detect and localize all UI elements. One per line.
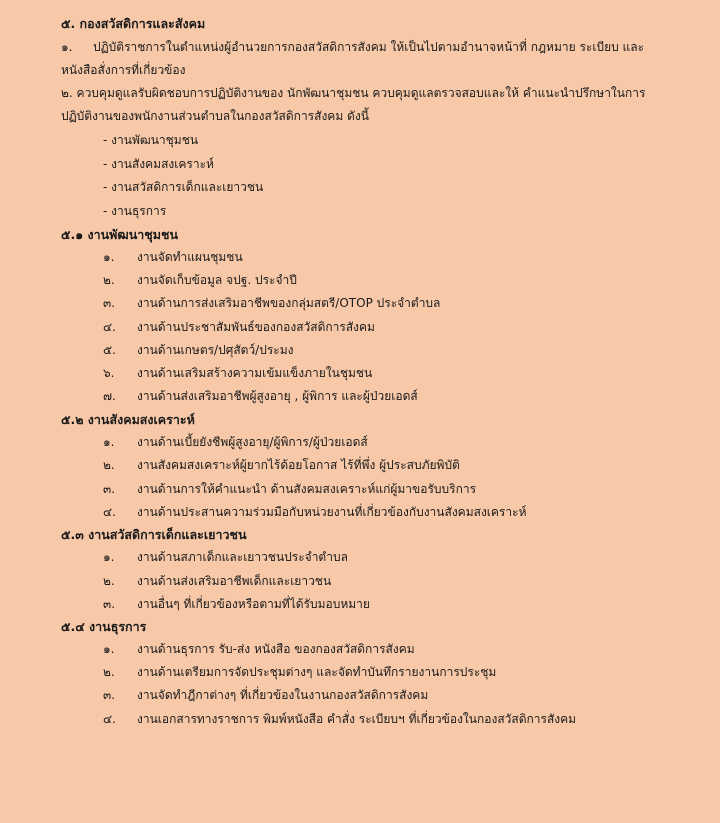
subsection-title-1: ๕.๑ งานพัฒนาชุมชน [61,227,179,242]
list-item [103,387,418,406]
item-text: งานอื่นๆ ที่เกี่ยวข้องหรือตามที่ได้รับมอบหมาย [137,597,370,611]
item-text: งานจัดเก็บข้อมูล จปฐ. ประจำปี [137,273,297,287]
item-text: งานด้านการส่งเสริมอาชีพของกลุ่มสตรี/OTOP ประจำตำบล [137,296,441,310]
item-number: ๓. [103,296,116,310]
item-number: ๔. [103,505,116,519]
item-number: ๑. [103,642,115,656]
list-item [103,318,375,337]
paragraph-1-number: ๑. [61,40,73,54]
item-text: งานด้านเสริมสร้างความเข้มแข็งภายในชุมชน [137,366,373,380]
item-number: ๓. [103,688,116,702]
item-number: ๒. [103,574,115,588]
unit-item: - งานธุรการ [103,204,167,218]
list-item [103,271,297,290]
item-text: งานจัดทำฎีกาต่างๆ ที่เกี่ยวข้องในงานกองสวัสดิการสังคม [137,688,429,702]
list-item [103,503,526,522]
subsection-title-2: ๕.๒ งานสังคมสงเคราะห์ [61,412,195,427]
item-text: งานด้านเตรียมการจัดประชุมต่างๆ และจัดทำบันทึกรายงานการประชุม [137,665,497,679]
list-item [103,364,372,383]
item-text: งานด้านสภาเด็กและเยาวชนประจำตำบล [137,550,348,564]
item-text: งานด้านประชาสัมพันธ์ของกองสวัสดิการสังคม [137,320,375,334]
item-text: งานด้านเบี้ยยังชีพผู้สูงอายุ/ผู้พิการ/ผู้ป่วยเอดส์ [137,435,368,449]
item-number: ๕. [103,343,116,357]
item-text: งานเอกสารทางราชการ พิมพ์หนังสือ คำสั่ง ระเบียบฯ ที่เกี่ยวข้องในกองสวัสดิการสังคม [137,712,577,726]
item-number: ๑. [103,550,115,564]
item-text: งานจัดทำแผนชุมชน [137,250,243,264]
item-number: ๒. [103,273,115,287]
item-text: งานด้านเกษตร/ปศุสัตว์/ประมง [137,343,294,357]
item-text: งานด้านส่งเสริมอาชีพเด็กและเยาวชน [137,574,332,588]
list-item [103,248,243,267]
paragraph-1 [61,36,661,82]
unit-item: - งานสังคมสงเคราะห์ [103,157,214,171]
item-text: งานด้านส่งเสริมอาชีพผู้สูงอายุ , ผู้พิการ และผู้ป่วยเอดส์ [137,389,418,403]
item-number: ๓. [103,597,116,611]
list-item [103,548,348,567]
section-title: ๕. กองสวัสดิการและสังคม [61,16,206,31]
item-text: งานด้านการให้คำแนะนำ ด้านสังคมสงเคราะห์แก่ผู้มาขอรับบริการ [137,482,477,496]
list-item [103,640,415,659]
item-number: ๑. [103,435,115,449]
paragraph-2 [61,82,661,128]
item-number: ๗. [103,389,116,403]
subsection-title-4: ๕.๔ งานธุรการ [61,619,147,634]
list-item [103,433,368,452]
item-number: ๔. [103,320,116,334]
list-item [103,572,331,591]
subsection-title-3: ๕.๓ งานสวัสดิการเด็กและเยาวชน [61,527,247,542]
item-number: ๒. [103,458,115,472]
list-item [103,663,496,682]
list-item [103,456,460,475]
item-text: งานสังคมสงเคราะห์ผู้ยากไร้ด้อยโอกาส ไร้ที่พึ่ง ผู้ประสบภัยพิบัติ [137,458,460,472]
item-number: ๑. [103,250,115,264]
item-number: ๓. [103,482,116,496]
paragraph-2-text: ๒. ควบคุมดูแลรับผิดชอบการปฏิบัติงานของ นักพัฒนาชุมชน ควบคุมดูแลตรวจสอบและให้ คำแนะนำปรึกษาในการปฏิบัติงานของพนักงานส่วนตำบลในกองสวัสดิการสังคม ดังนี้ [61,86,646,123]
paragraph-1-text: ปฏิบัติราชการในตำแหน่งผู้อำนวยการกองสวัสดิการสังคม ให้เป็นไปตามอำนาจหน้าที่ กฎหมาย ระเบียบ และหนังสือสั่งการที่เกี่ยวข้อง [61,40,645,77]
list-item [103,341,294,360]
item-number: ๒. [103,665,115,679]
item-text: งานด้านประสานความร่วมมือกับหน่วยงานที่เกี่ยวข้องกับงานสังคมสงเคราะห์ [137,505,527,519]
item-number: ๔. [103,712,116,726]
list-item [103,710,576,729]
item-number: ๖. [103,366,115,380]
list-item [103,686,428,705]
list-item [103,294,440,313]
item-text: งานด้านธุรการ รับ-ส่ง หนังสือ ของกองสวัสดิการสังคม [137,642,415,656]
list-item [103,480,476,499]
unit-item: - งานพัฒนาชุมชน [103,133,199,147]
list-item [103,595,370,614]
unit-item: - งานสวัสดิการเด็กและเยาวชน [103,180,264,194]
